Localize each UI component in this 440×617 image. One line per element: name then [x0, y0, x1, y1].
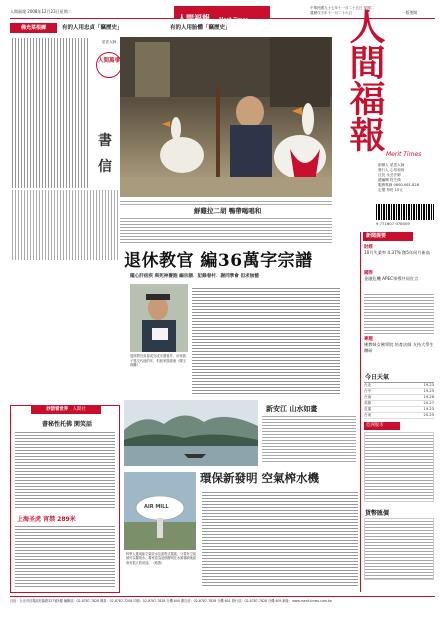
weather-city: 高雄 — [364, 401, 372, 405]
essay-body — [15, 430, 115, 510]
info-line: 定價 每份 10元 — [378, 188, 403, 192]
brand-block — [336, 6, 436, 231]
sidebar-item[interactable] — [364, 270, 436, 282]
essay-second-title: 上海圣虎 宵禁 289米 — [17, 516, 76, 523]
env-photo — [124, 472, 196, 550]
info-line: 服務專線 0800-061-828 — [378, 183, 419, 187]
essay-box — [10, 405, 120, 593]
money-title: 貨幣匯價 — [365, 510, 390, 517]
sidebar-item[interactable] — [364, 336, 436, 353]
weather-row — [364, 413, 434, 419]
main-story-body — [192, 286, 340, 396]
info-line: 總編輯 符芝瑛 — [378, 178, 401, 182]
portrait-photo — [130, 284, 188, 352]
essay-body-2 — [15, 524, 115, 588]
info-line: 發行人 心培和尚 — [378, 168, 405, 172]
small-logo-text: 人間福報 — [178, 13, 210, 23]
landscape-caption: 新安江 山水如畫 — [266, 404, 318, 413]
essay-box-title-text: 妙語看世界 — [46, 407, 69, 412]
essay-title: 書秘性托佛 閑笑話 — [41, 421, 93, 428]
date-right-2: 農曆戊子年十一月二十六日 — [310, 11, 352, 15]
sidebar — [360, 232, 436, 592]
market-table — [364, 432, 434, 502]
banner-text-1: 有的人用忠貞「竊歷史」 — [62, 25, 123, 31]
barcode — [376, 204, 434, 220]
landscape-scene — [124, 400, 258, 466]
sidebar-item[interactable] — [364, 244, 436, 256]
poem-char-2: 信 — [98, 159, 112, 175]
weather-temp: 19-25 — [423, 389, 434, 393]
portrait-caption: 退休教官吳春成完成宗譜著作，向家族子孫交代他的年，但留家族源流（陳玉珍攝） — [130, 354, 187, 368]
sidebar-item-text: 佛教婦女佛學院 培育法師 支持大學生鑽研 — [364, 342, 434, 353]
weather-city: 台南 — [364, 395, 372, 399]
landscape-photo — [124, 400, 258, 466]
left-text-column-2 — [10, 190, 120, 260]
banner-row — [10, 21, 332, 35]
photo-caption-text — [120, 199, 332, 205]
footer-text: 社址：台北市信義區松隆路327號5樓 編輯部：02-8787-7828 傳真：02-8787-7208 印刷：02-8787-7828 分機 600 廣告部：02-8787-7828 分機 601 發行部：02-8787-7828 分機 605 網址：www.merit-times.com.tw — [10, 599, 332, 603]
sidebar-filler — [364, 292, 434, 334]
info-line: 社長 永芸法師 — [378, 173, 401, 177]
section-tag: 佛光菜根譚 — [10, 23, 57, 33]
env-headline: 環保新發明 空氣榨水機 — [200, 471, 320, 485]
banner-text-2: 有的人用胎體「竊歷史」 — [170, 25, 231, 31]
brand-info — [378, 163, 436, 193]
photo-body-text — [120, 216, 332, 244]
weather-temp: 20-27 — [423, 401, 434, 405]
main-headline: 退休教官 編36萬字宗譜 — [124, 251, 313, 271]
footer — [10, 596, 435, 612]
air-mill-scene — [124, 472, 196, 550]
poem-title: 人間萬事 — [97, 58, 120, 64]
weather-city: 花蓮 — [364, 407, 372, 411]
weather-city: 台北 — [364, 383, 372, 387]
brand-logo-en: Merit Times — [386, 151, 422, 158]
weather-temp: 20-25 — [423, 413, 434, 417]
weather-city: 台中 — [364, 389, 372, 393]
sidebar-title: 新聞提要 — [363, 232, 413, 241]
market-title: 亞洲股市 — [364, 422, 400, 430]
essay-box-title — [31, 405, 101, 414]
weather-table — [364, 382, 434, 419]
date-left: 人間福報 2008年12月23日星期二 — [10, 9, 72, 14]
poem-char-1: 書 — [98, 133, 112, 149]
small-logo-en: Merit Times — [219, 17, 249, 23]
photo-headline: 鮮雞拉二胡 鴨帶喝唱和 — [194, 207, 262, 215]
poem-author: 星雲大師 — [101, 40, 117, 44]
sidebar-item-text: 10月失業率 4.37% 創5年同月新高 — [364, 250, 430, 255]
essay-box-sub: 人間社 — [72, 407, 86, 412]
main-photo — [120, 37, 332, 197]
sidebar-item-label: 專題 — [364, 337, 373, 342]
date-right-1: 中華民國九十七年十一月二十五日 星期二 — [310, 6, 375, 10]
brand-logo: 人間福報 — [344, 8, 386, 152]
sidebar-item-label: 財經 — [364, 245, 373, 250]
info-line: 創辦人 星雲大師 — [378, 163, 405, 167]
photo-scene — [120, 37, 332, 197]
weather-temp: 19-23 — [423, 383, 434, 387]
air-mill-label: AIR MILL — [144, 504, 169, 510]
weather-city: 台東 — [364, 413, 372, 417]
sidebar-item-label: 國際 — [364, 271, 373, 276]
weather-title: 今日天氣 — [365, 374, 390, 381]
sidebar-item-text: 金融危機 APEC領導共同宣言 — [364, 276, 419, 281]
barcode-number: 9 771607 978009 — [376, 221, 410, 226]
env-body — [202, 490, 358, 586]
small-logo — [174, 6, 270, 23]
poem-title-block — [96, 52, 122, 78]
env-caption: 科學人遞風能空氣收水及滤程式服裝，只要有空氣就可以擷取水，專家認為這個發明在水源稀缺地區會有很大的用途。（路透） — [126, 552, 197, 565]
weather-temp: 19-23 — [423, 407, 434, 411]
left-text-column — [10, 38, 88, 188]
weather-temp: 19-26 — [423, 395, 434, 399]
main-subhead: 擺心肝宿疾 與死神賽跑 編宗譜．記錄春村．謝同學會 但求無憾 — [130, 274, 259, 279]
portrait-scene — [130, 284, 188, 352]
landscape-body — [262, 414, 356, 464]
edition-label: 一版要聞 — [402, 10, 418, 15]
money-table — [364, 518, 434, 580]
